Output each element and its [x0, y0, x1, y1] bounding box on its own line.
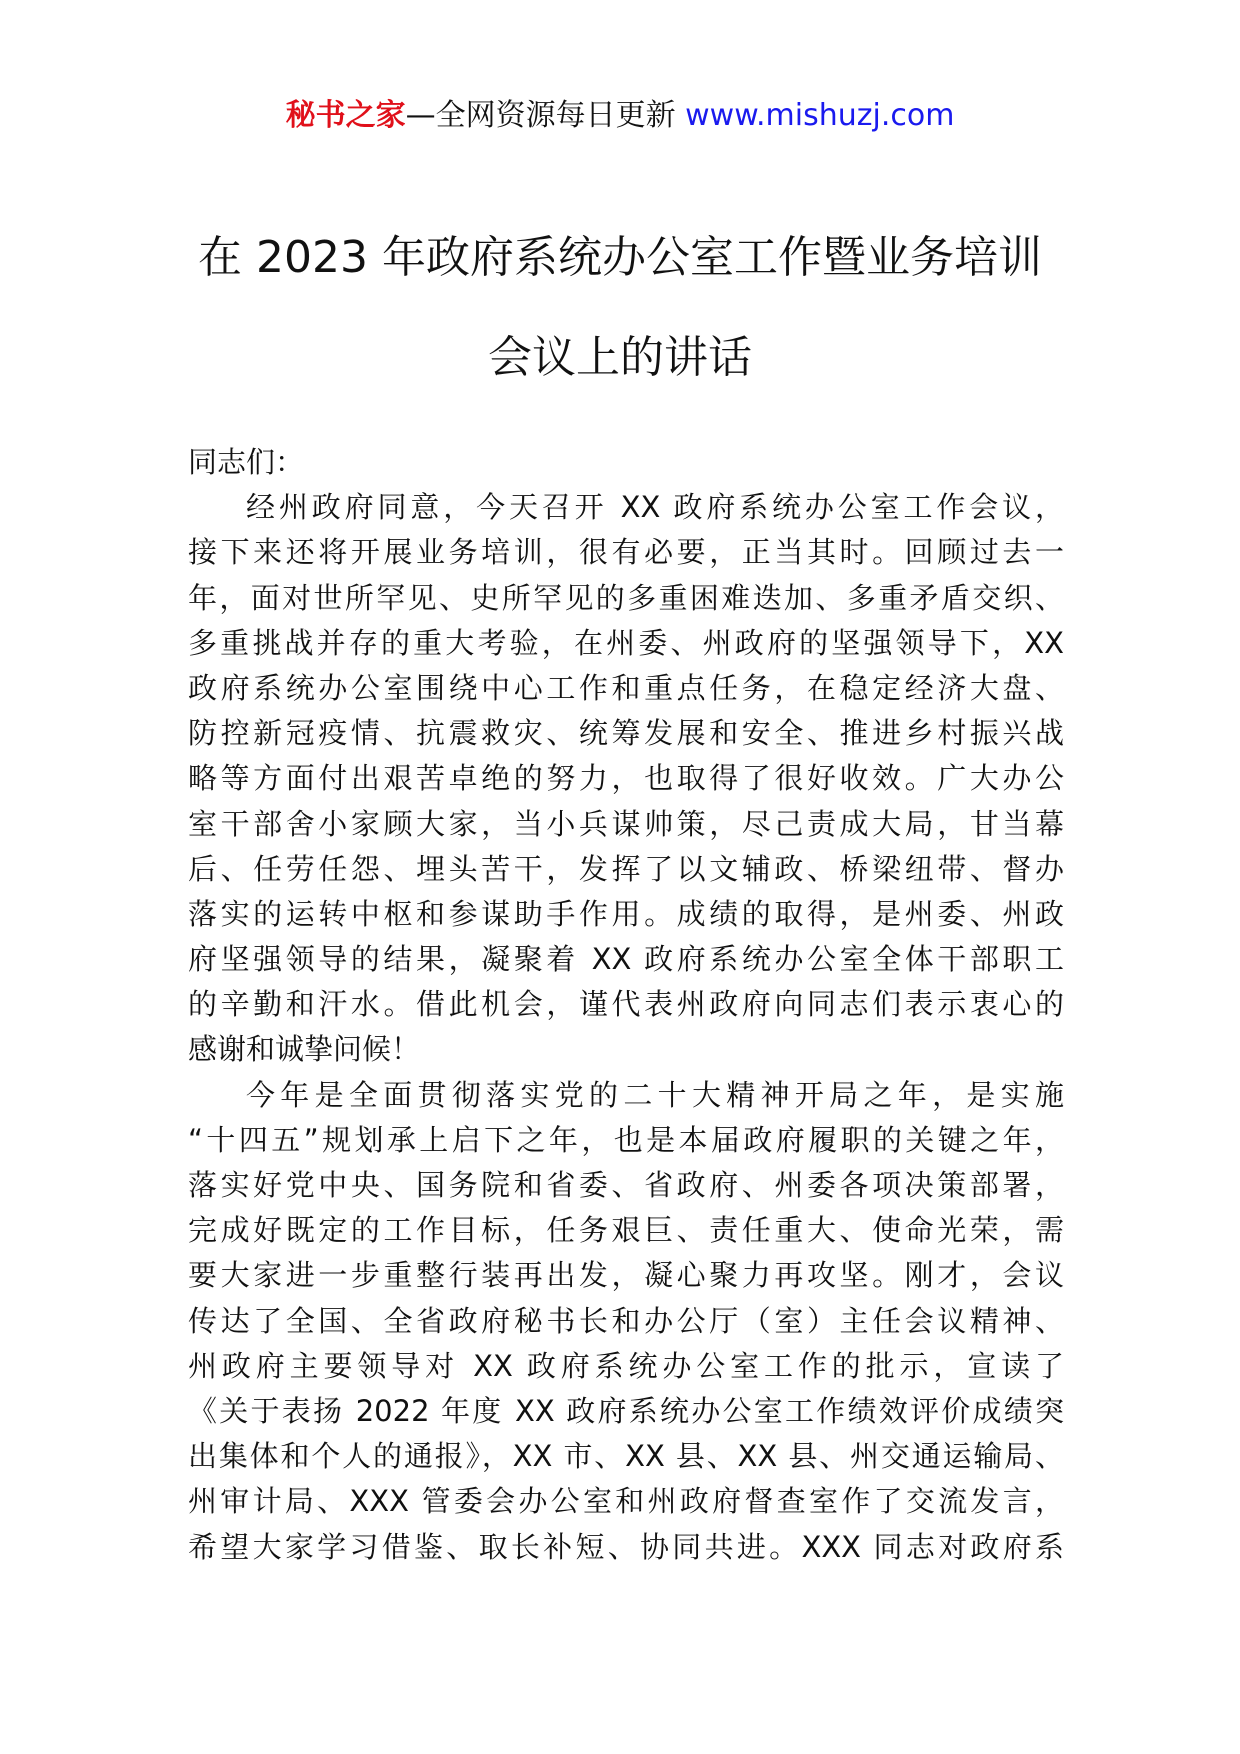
- salutation: 同志们：: [188, 445, 305, 479]
- paragraph-line: 州政府主要领导对 XX 政府系统办公室工作的批示，宣读了: [188, 1348, 1064, 1383]
- brand-name: 秘书之家: [285, 98, 406, 133]
- paragraph-line: 感谢和诚挚问候！: [188, 1032, 421, 1067]
- paragraph-line: 今年是全面贯彻落实党的二十大精神开局之年，是实施: [246, 1077, 1064, 1112]
- paragraph-line: “十四五”规划承上启下之年，也是本届政府履职的关键之年，: [188, 1122, 1064, 1157]
- paragraph-line: 多重挑战并存的重大考验，在州委、州政府的坚强领导下，XX: [188, 625, 1064, 660]
- paragraph-line: 出集体和个人的通报》，XX 市、XX 县、XX 县、州交通运输局、: [188, 1439, 1064, 1474]
- paragraph-line: 府坚强领导的结果，凝聚着 XX 政府系统办公室全体干部职工: [188, 942, 1064, 977]
- paragraph-line: 接下来还将开展业务培训，很有必要，正当其时。回顾过去一: [188, 535, 1064, 570]
- paragraph-line: 略等方面付出艰苦卓绝的努力，也取得了很好收效。广大办公: [188, 761, 1064, 796]
- paragraph-line: 防控新冠疫情、抗震救灾、统筹发展和安全、推进乡村振兴战: [188, 716, 1064, 751]
- paragraph-line: 落实的运转中枢和参谋助手作用。成绩的取得，是州委、州政: [188, 896, 1064, 931]
- paragraph-1: [188, 485, 1064, 1072]
- site-url[interactable]: www.mishuzj.com: [685, 98, 955, 133]
- document-body: [188, 440, 1064, 1570]
- paragraph-line: 经州政府同意，今天召开 XX 政府系统办公室工作会议，: [246, 490, 1064, 525]
- paragraph-2: [188, 1073, 1064, 1570]
- paragraph-line: 完成好既定的工作目标，任务艰巨、责任重大、使命光荣，需: [188, 1213, 1064, 1248]
- paragraph-line: 要大家进一步重整行装再出发，凝心聚力再攻坚。刚才，会议: [188, 1258, 1064, 1293]
- paragraph-line: 政府系统办公室围绕中心工作和重点任务，在稳定经济大盘、: [188, 670, 1064, 705]
- paragraph-line: 传达了全国、全省政府秘书长和办公厅（室）主任会议精神、: [188, 1303, 1064, 1338]
- paragraph-line: 年，面对世所罕见、史所罕见的多重困难迭加、多重矛盾交织、: [188, 580, 1064, 615]
- paragraph-line: 州审计局、XXX 管委会办公室和州政府督查室作了交流发言，: [188, 1484, 1064, 1519]
- site-header: [0, 96, 1240, 136]
- paragraph-line: 后、任劳任怨、埋头苦干，发挥了以文辅政、桥梁纽带、督办: [188, 851, 1064, 886]
- paragraph-line: 希望大家学习借鉴、取长补短、协同共进。XXX 同志对政府系: [188, 1529, 1064, 1564]
- document-title: [0, 208, 1240, 408]
- paragraph-line: 室干部舍小家顾大家，当小兵谋帅策，尽己责成大局，甘当幕: [188, 806, 1064, 841]
- paragraph-line: 的辛勤和汗水。借此机会，谨代表州政府向同志们表示衷心的: [188, 987, 1064, 1022]
- paragraph-line: 《关于表扬 2022 年度 XX 政府系统办公室工作绩效评价成绩突: [188, 1393, 1064, 1428]
- paragraph-line: 落实好党中央、国务院和省委、省政府、州委各项决策部署，: [188, 1168, 1064, 1202]
- title-line-1: 在 2023 年政府系统办公室工作暨业务培训: [198, 232, 1042, 283]
- title-line-2: 会议上的讲话: [488, 332, 752, 383]
- header-tagline: —全网资源每日更新: [405, 98, 686, 133]
